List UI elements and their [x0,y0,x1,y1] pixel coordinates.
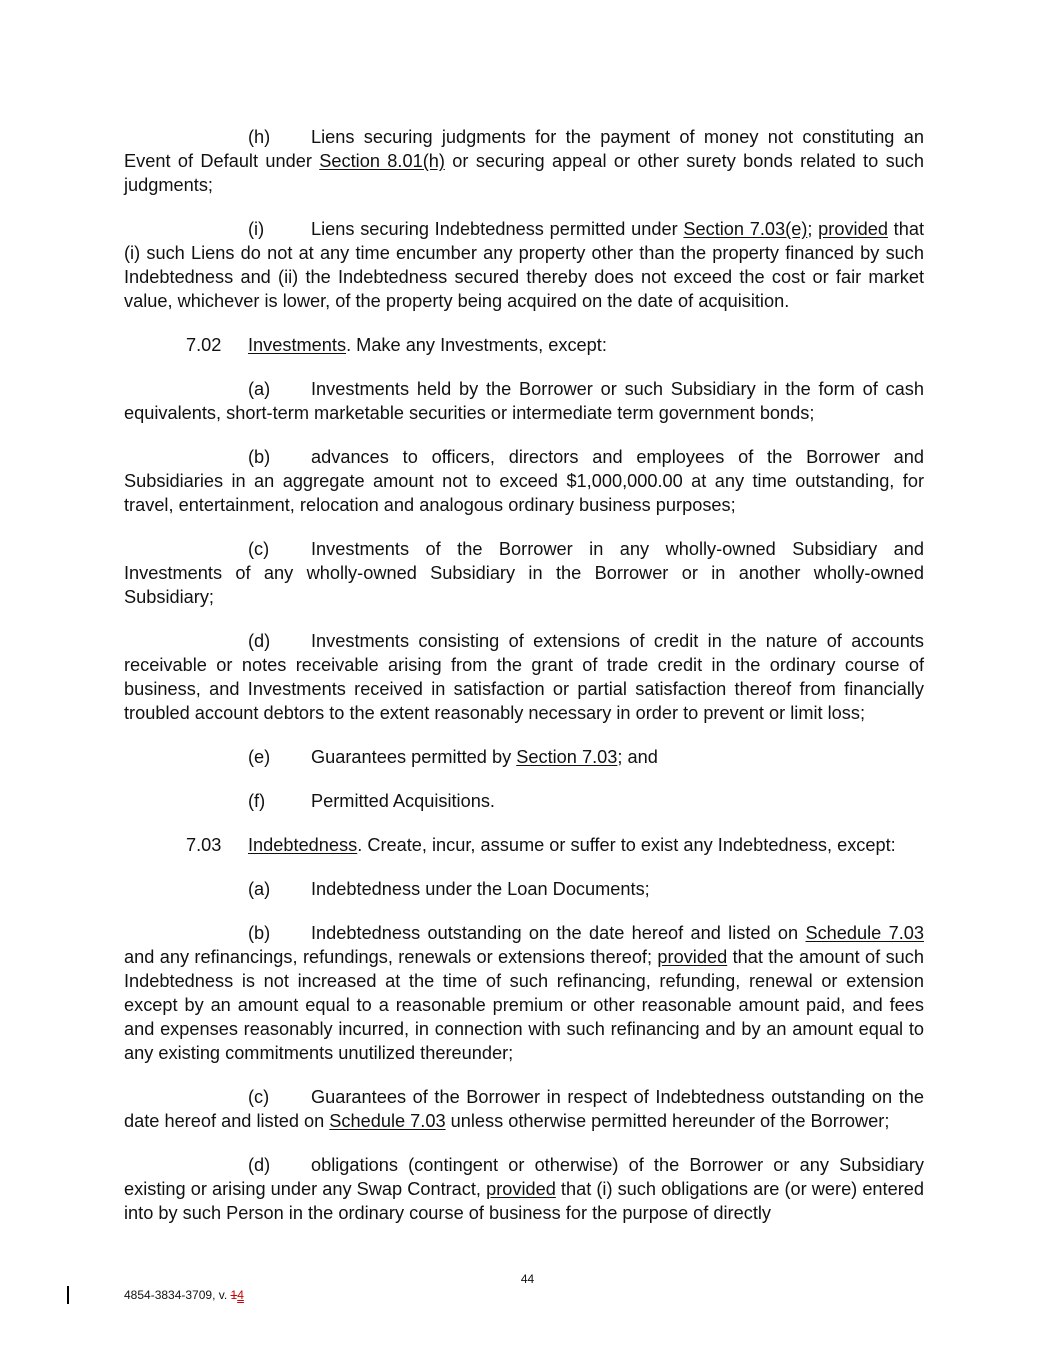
clause-7-03-a: (a) Indebtedness under the Loan Documents; [248,879,650,899]
clause-7-02-f: (f) Permitted Acquisitions. [248,791,495,811]
clause-7-01-h: (h) Liens securing judgments for the payment of money not constituting an Event of Default under Section 8.01(h) or securing appeal or other surety bonds related to such judgments; [124,127,925,195]
change-bar [67,1286,69,1304]
section-7-03-heading: 7.03 Indebtedness. Create, incur, assume or suffer to exist any Indebtedness, except: [186,835,896,855]
schedule-ref: Schedule 7.03 [805,923,924,943]
clause-7-02-e: (e) Guarantees permitted by Section 7.03; and [248,747,658,767]
page-number: 44 [520,1272,535,1286]
clause-7-03-c: (c) Guarantees of the Borrower in respect of Indebtedness outstanding on the date hereof and listed on Schedule 7.03 unless otherwise permitted hereunder of the Borrower; [124,1087,924,1131]
clause-7-02-a: (a) Investments held by the Borrower or such Subsidiary in the form of cash equivalents, short-term marketable securities or intermediate term government bonds; [124,379,924,423]
clause-7-02-c: (c) Investments of the Borrower in any wholly-owned Subsidiary and Investments of any wholly-owned Subsidiary in the Borrower or in another wholly-owned Subsidiary; [124,539,924,607]
section-ref: Section 7.03 [516,747,618,767]
clause-7-02-d: (d) Investments consisting of extensions of credit in the nature of accounts receivable or notes receivable arising from the grant of trade credit in the ordinary course of business, and Investments received in satisfaction or partial satisfaction thereof from financially troubled account debtors to the extent reasonably necessary in order to prevent or limit loss; [124,631,924,723]
section-title: Indebtedness [248,835,358,855]
section-7-02-heading: 7.02 Investments. Make any Investments, except: [186,335,607,355]
document-id-footer: 4854-3834-3709, v. 14 [124,1288,244,1302]
section-title: Investments [248,335,347,355]
provided-term: provided [657,947,728,967]
inserted-version: 4 [237,1288,244,1302]
section-ref: Section 7.03(e) [683,219,808,239]
provided-term: provided [486,1179,556,1199]
deleted-version: 1 [230,1288,238,1302]
section-ref: Section 8.01(h) [319,151,445,171]
clause-7-03-d: (d) obligations (contingent or otherwise) of the Borrower or any Subsidiary existing or arising under any Swap Contract, provided that (i) such obligations are (or were) entered into by such Person in the ordinary course of business for the purpose of directly [124,1155,925,1223]
clause-7-01-i: (i) Liens securing Indebtedness permitted under Section 7.03(e); provided that (i) such Liens do not at any time encumber any property other than the property financed by such Indebtedness and (ii) the Indebtedness secured thereby does not exceed the cost or fair market value, whichever is lower, of the property being acquired on the date of acquisition. [124,219,925,311]
clause-7-03-b: (b) Indebtedness outstanding on the date hereof and listed on Schedule 7.03 and any refinancings, refundings, renewals or extensions thereof; provided that the amount of such Indebtedness is not increased at the time of such refinancing, refunding, renewal or extension except by an amount equal to a reasonable premium or other reasonable amount paid, and fees and expenses reasonably incurred, in connection with such refinancing and by an amount equal to any existing commitments unutilized thereunder; [124,923,924,1063]
provided-term: provided [818,219,888,239]
clause-7-02-b: (b) advances to officers, directors and employees of the Borrower and Subsidiaries in an aggregate amount not to exceed $1,000,000.00 at any time outstanding, for travel, entertainment, relocation and analogous ordinary business purposes; [124,447,924,515]
schedule-ref: Schedule 7.03 [329,1111,446,1131]
document-body [124,125,924,1225]
